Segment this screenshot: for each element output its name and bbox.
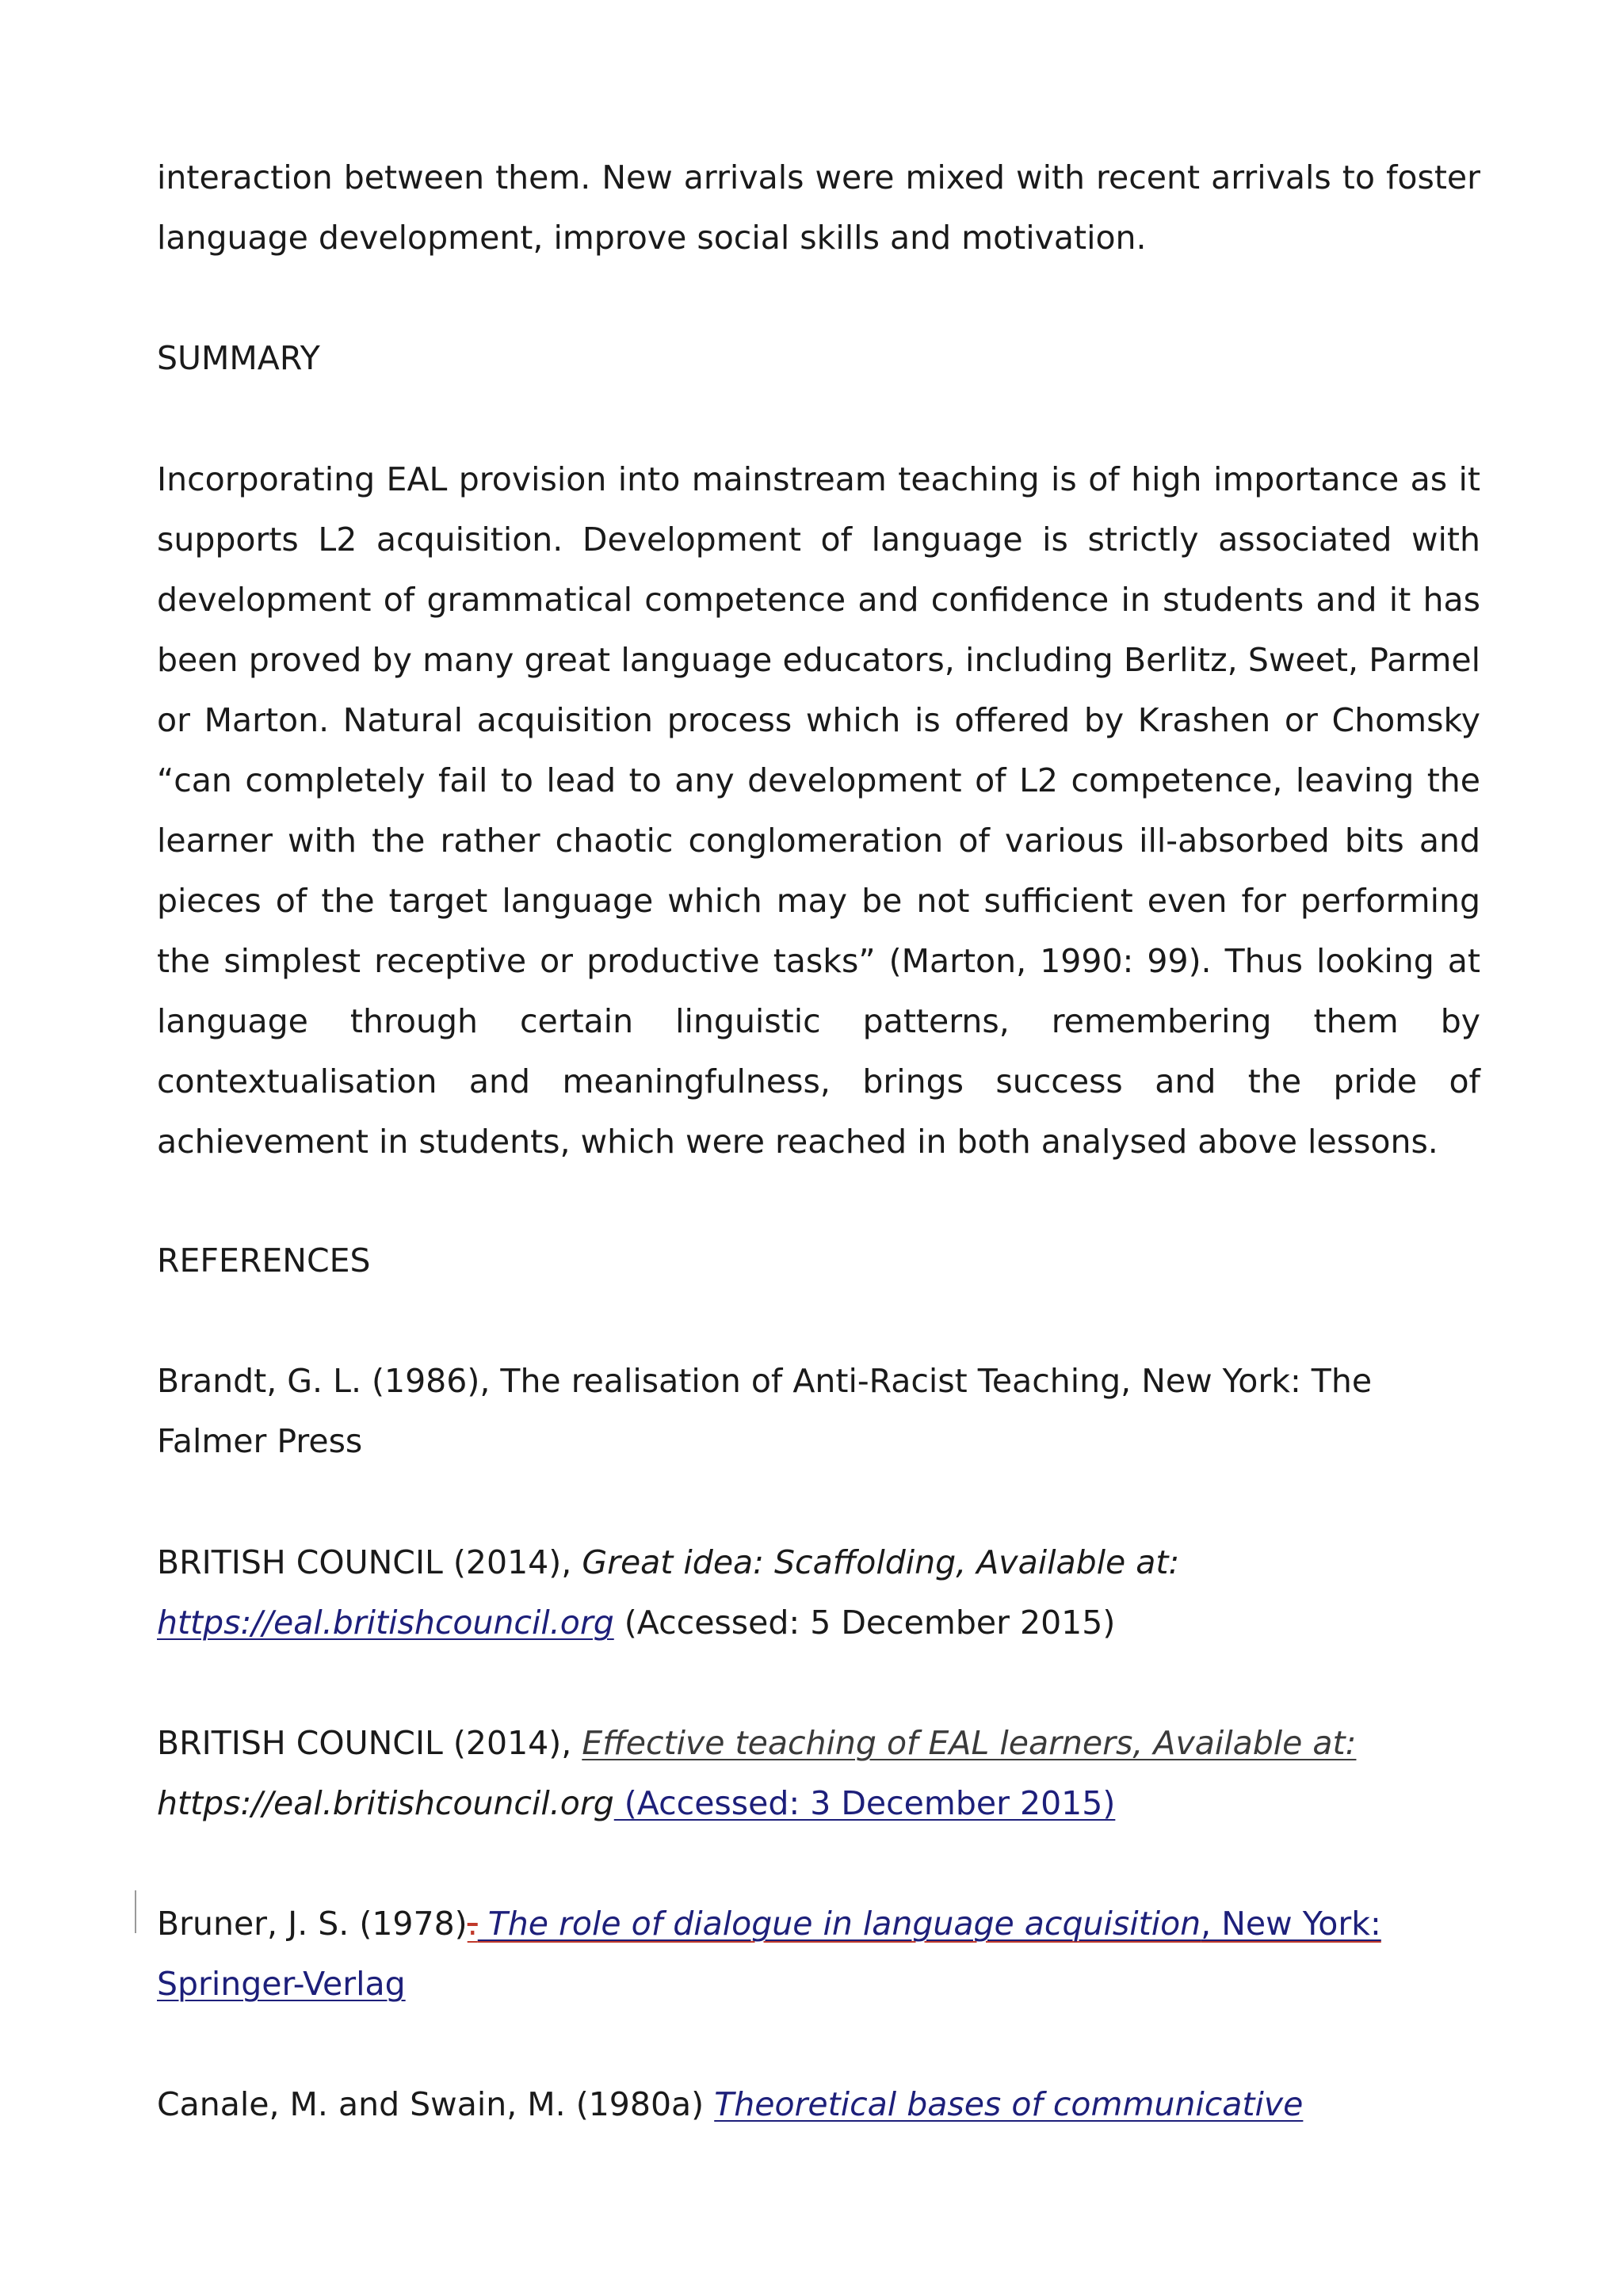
summary-heading: SUMMARY — [157, 339, 320, 377]
reference-british-council-scaffolding — [157, 1532, 1480, 1653]
reference-canale-swain — [157, 2074, 1480, 2134]
summary-paragraph: Incorporating EAL provision into mainstream teaching is of high importance as it supports L2 acquisition. Development of language is strictly associated with development of grammatical competence and confidence in students and it has been proved by many great language educators, including Berlitz, Sweet, Parmel or Marton. Natural acquisition process which is offered by Krashen or Chomsky “can completely fail to lead to any development of L2 competence, leaving the learner with the rather chaotic conglomeration of various ill-absorbed bits and pieces of the target language which may be not sufficient even for performing the simplest receptive or productive tasks” (Marton, 1990: 99). Thus looking at language through certain linguistic patterns, remembering them by contextualisation and meaningfulness, brings success and the pride of achievement in students, which were reached in both analysed above lessons. — [157, 460, 1480, 1161]
reference-prefix: Bruner, J. S. (1978) — [157, 1905, 468, 1943]
reference-brandt: Brandt, G. L. (1986), The realisation of Anti-Racist Teaching, New York: The Falmer Press — [157, 1362, 1373, 1460]
intro-paragraph: interaction between them. New arrivals were mixed with recent arrivals to foster language development, improve social skills and motivation. — [157, 158, 1480, 257]
reference-bruner — [157, 1894, 1480, 2014]
reference-publisher-link[interactable]: Springer-Verlag — [157, 1965, 406, 2003]
reference-title: Effective teaching of EAL learners, Available at: — [582, 1724, 1357, 1762]
reference-accessed-link[interactable]: (Accessed: 3 December 2015) — [613, 1784, 1116, 1822]
reference-prefix: BRITISH COUNCIL (2014), — [157, 1543, 582, 1581]
reference-url-link[interactable]: https://eal.britishcouncil.org — [157, 1604, 614, 1642]
tracked-change-bar — [135, 1890, 136, 1933]
reference-title-link[interactable]: Theoretical bases of communicative — [714, 2085, 1304, 2123]
reference-british-council-effective-teaching — [157, 1713, 1480, 1833]
reference-prefix: Canale, M. and Swain, M. (1980a) — [157, 2085, 715, 2123]
deleted-period: . — [467, 1905, 478, 1943]
reference-title: Great idea: Scaffolding, Available at: — [582, 1543, 1180, 1581]
references-heading: REFERENCES — [157, 1241, 371, 1280]
reference-url: https://eal.britishcouncil.org — [157, 1784, 614, 1822]
reference-location: , New York: — [1201, 1905, 1381, 1943]
reference-prefix: BRITISH COUNCIL (2014), — [157, 1724, 582, 1762]
reference-accessed: (Accessed: 5 December 2015) — [613, 1604, 1116, 1642]
reference-title-link[interactable]: The role of dialogue in language acquisition — [477, 1905, 1201, 1943]
